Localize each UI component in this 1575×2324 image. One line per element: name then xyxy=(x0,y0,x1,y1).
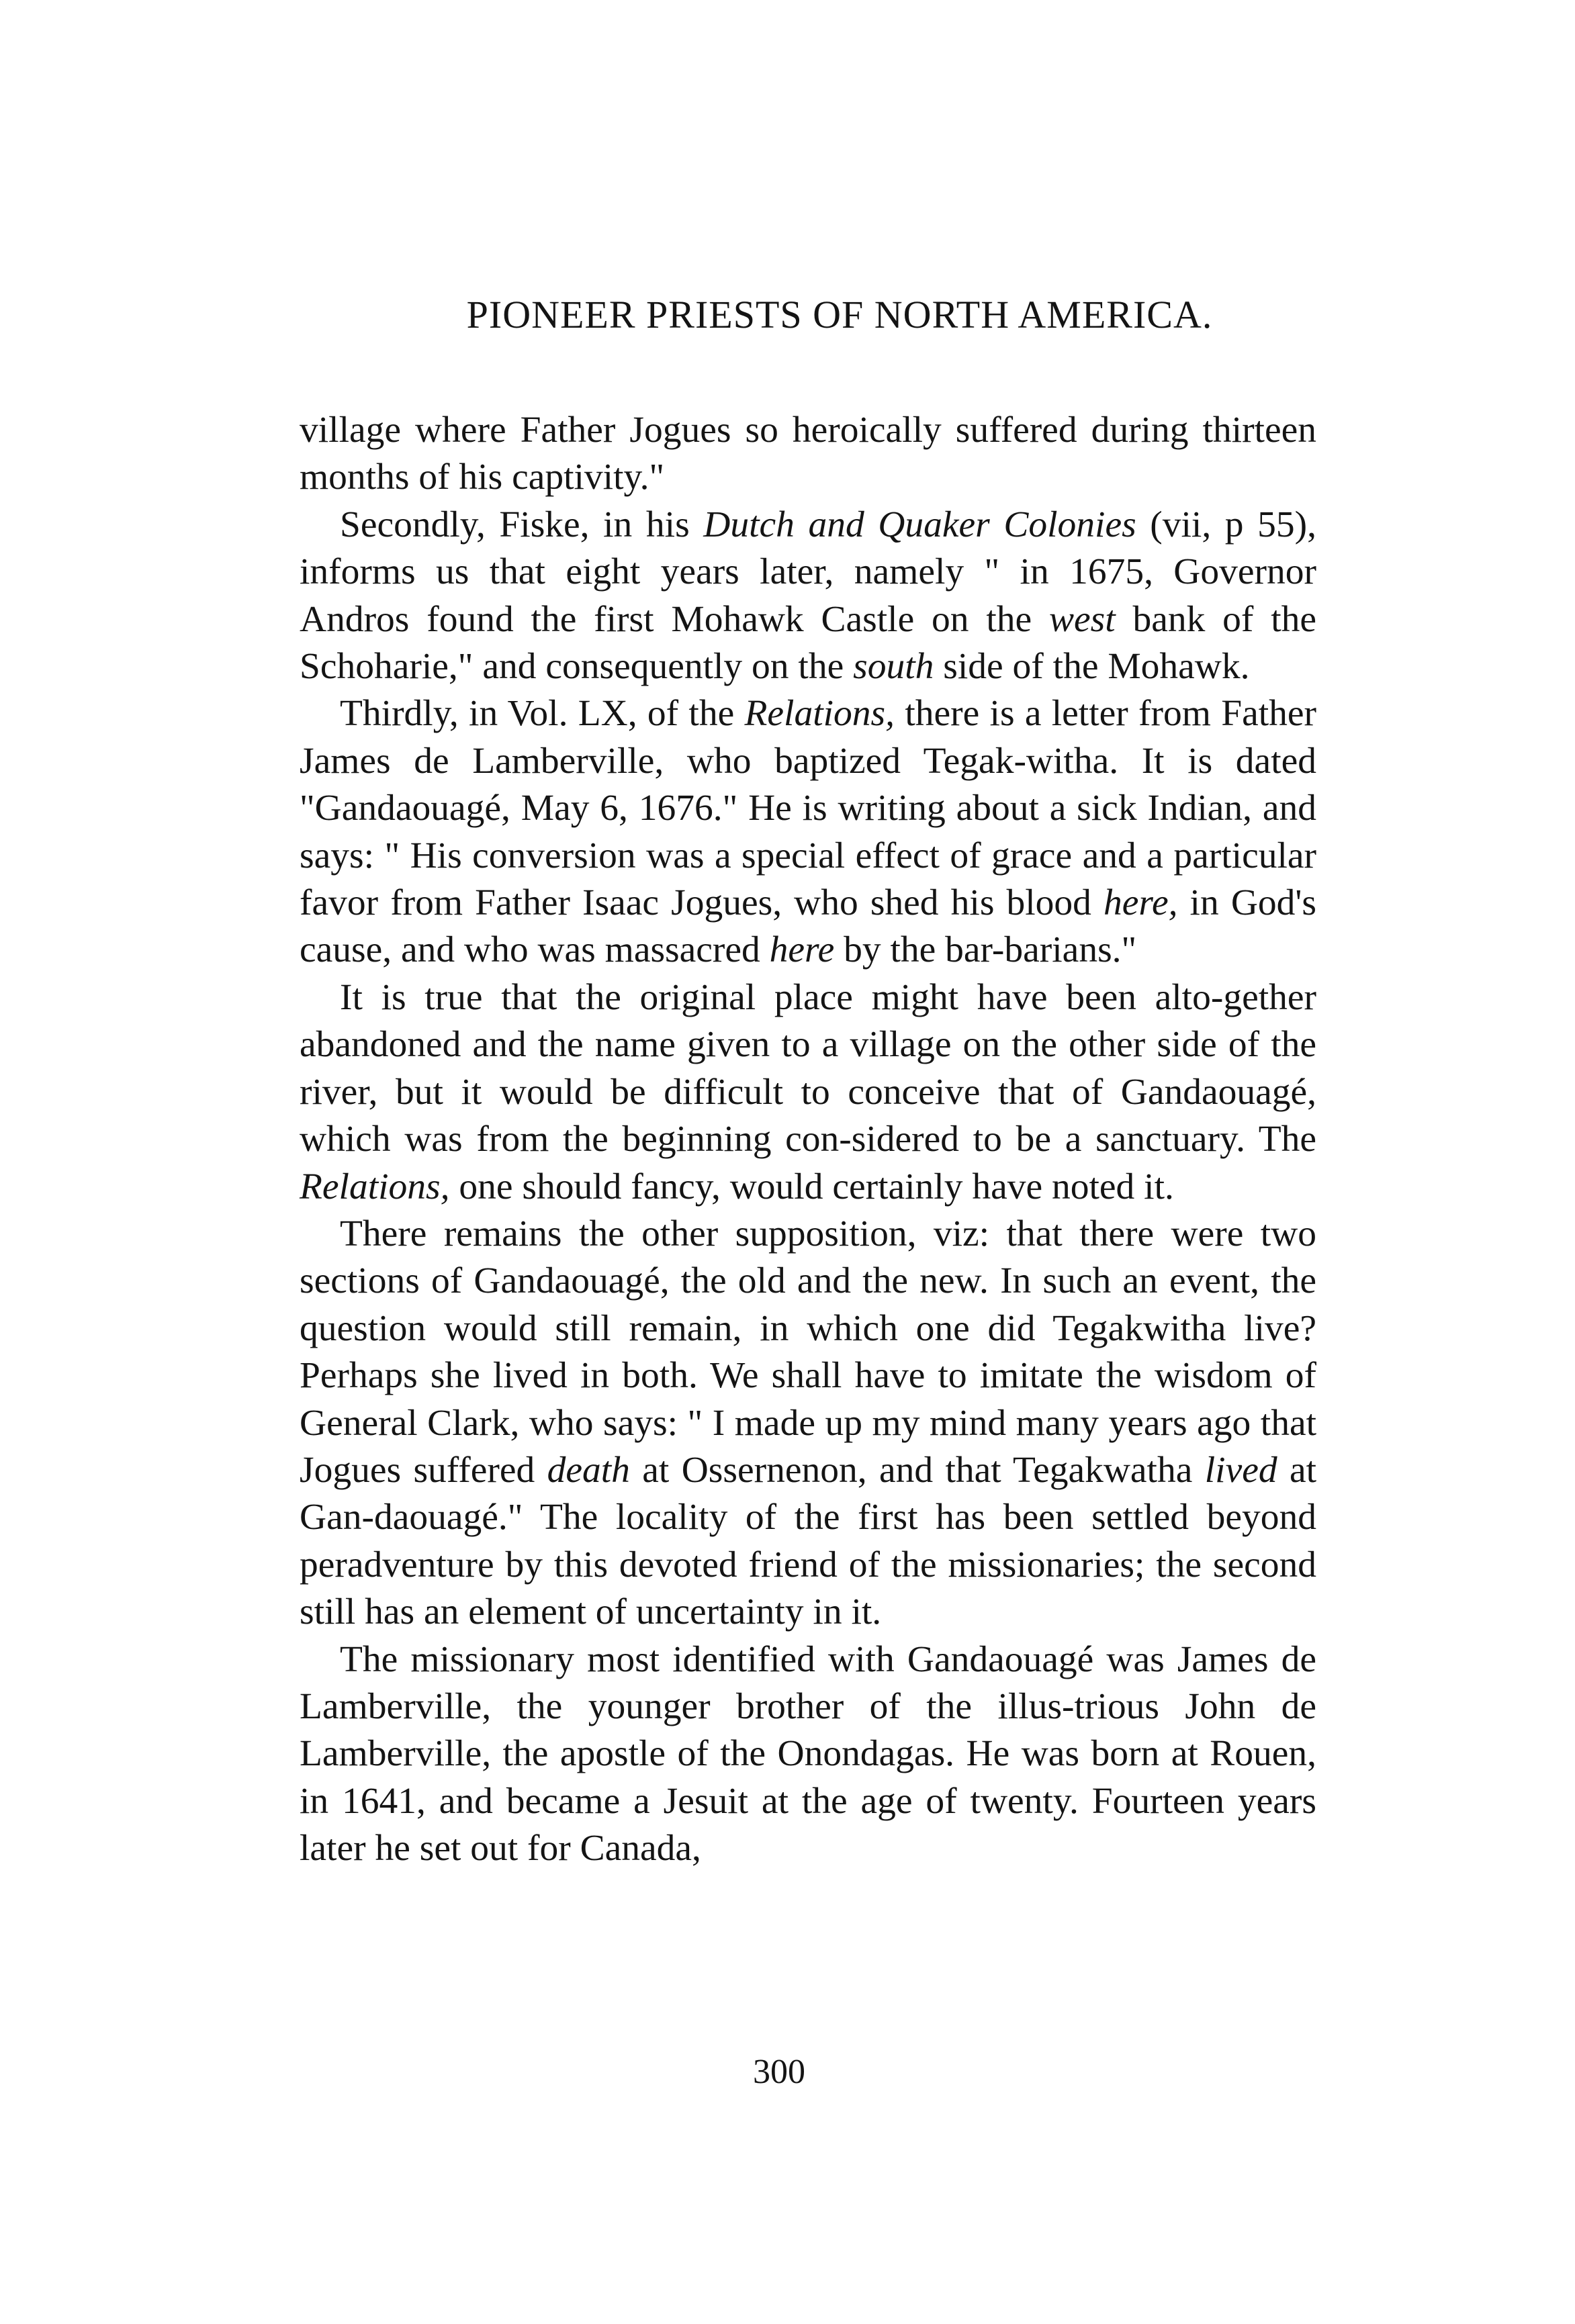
paragraph-4 xyxy=(300,974,1316,1211)
text-run: (vii, p 55), informs us that eight years later, namely " in 1675, Governor Andros found the first Mohawk Castle on the xyxy=(300,504,1316,640)
running-title: PIONEER PRIESTS OF NORTH AMERICA. xyxy=(466,293,1213,336)
paragraph-2 xyxy=(300,502,1316,691)
text-run: one should fancy, would certainly have noted it. xyxy=(449,1166,1174,1207)
text-run: There remains the other supposition, viz: that there were two sections of Gandaouagé, the old and the new. In such an event, the question would still remain, in which one did Tegakwitha live? Perhaps she lived in both. We shall have to imitate the wisdom of General Clark, who says: " I made up my mind many years ago that Jogues suffered xyxy=(300,1213,1316,1491)
emphasis-lived: lived xyxy=(1204,1449,1277,1491)
book-title: Relations, xyxy=(744,693,895,735)
text-run: side of the Mohawk. xyxy=(934,646,1250,688)
text-run: at Gan-daouagé." The locality of the first has been settled beyond peradventure by this devoted friend of the missionaries; the second still has an element of uncertainty in it. xyxy=(300,1449,1317,1633)
text-run: in God's cause, and who was massacred xyxy=(300,882,1316,971)
paragraph-5 xyxy=(300,1211,1316,1636)
page-number: 300 xyxy=(753,2053,805,2091)
paragraph-1 xyxy=(300,407,1316,502)
emphasis-here: here xyxy=(769,929,835,971)
paragraph-3 xyxy=(300,690,1316,974)
text-run: Thirdly, in Vol. LX, of the xyxy=(340,693,745,735)
paragraph-text: The missionary most identified with Gandaouagé was James de Lamberville, the younger brother of the illus-trious John de Lamberville, the apostle of the Onondagas. He was born at Rouen, in 1641, and became a Jesuit at the age of twenty. Fourteen years later he set out for Canada, xyxy=(300,1638,1316,1869)
book-title: Dutch and Quaker Colonies xyxy=(703,504,1136,545)
book-title: Relations, xyxy=(300,1166,450,1207)
text-run: It is true that the original place might have been alto-gether abandoned and the name given to a village on the other side of the river, but it would be difficult to conceive that of Gandaouagé, which was from the beginning con-sidered to be a sanctuary. The xyxy=(300,976,1316,1160)
paragraph-text: village where Father Jogues so heroically suffered during thirteen months of his captivity." xyxy=(300,410,1316,498)
text-run: Secondly, Fiske, in his xyxy=(340,504,704,545)
body-text xyxy=(300,407,1316,1873)
emphasis-death: death xyxy=(547,1449,630,1491)
emphasis-west: west xyxy=(1048,598,1116,640)
text-run: at Ossernenon, and that Tegakwatha xyxy=(629,1449,1205,1491)
paragraph-6 xyxy=(300,1636,1316,1873)
emphasis-south: south xyxy=(853,646,934,688)
text-run: by the bar-barians." xyxy=(834,929,1137,971)
text-run: there is a letter from Father James de Lamberville, who baptized Tegak-witha. It is dated "Gandaouagé, May 6, 1676." He is writing about a sick Indian, and says: " His conversion was a special effect of grace and a particular favor from Father Isaac Jogues, who shed his blood xyxy=(300,693,1316,924)
text-run: bank of the Schoharie," and consequently on the xyxy=(300,598,1317,688)
emphasis-here: here, xyxy=(1104,882,1178,924)
